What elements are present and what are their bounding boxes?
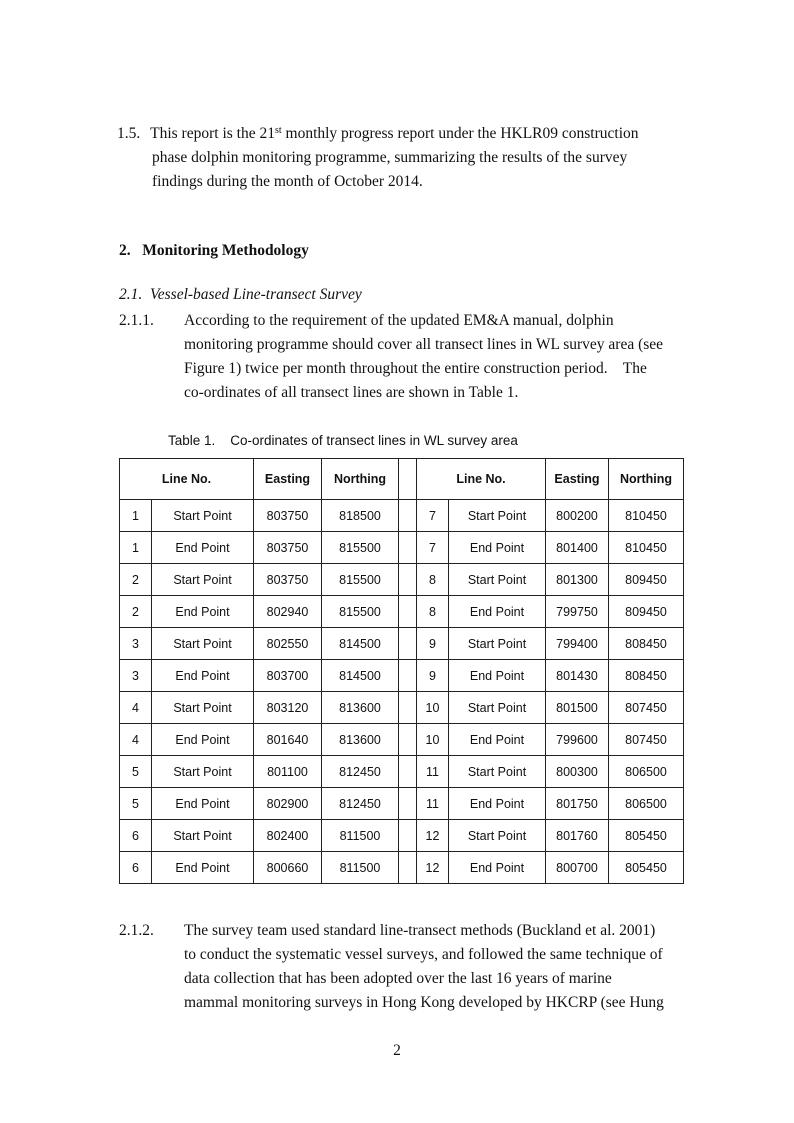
northing-value: 815500 [322, 564, 399, 596]
northing-value: 812450 [322, 788, 399, 820]
table-row [120, 532, 684, 564]
easting-value: 801300 [546, 564, 609, 596]
point-type: Start Point [152, 500, 254, 532]
point-type: Start Point [152, 756, 254, 788]
northing-value: 815500 [322, 596, 399, 628]
line-number: 9 [417, 660, 449, 692]
point-type: End Point [152, 788, 254, 820]
easting-value: 801400 [546, 532, 609, 564]
page-number: 2 [393, 1042, 401, 1059]
superscript: st [274, 125, 282, 136]
spacer-column [399, 660, 417, 692]
line-number: 7 [417, 532, 449, 564]
paragraph-line: Figure 1) twice per month throughout the entire construction period. The [184, 360, 647, 377]
line-number: 5 [120, 788, 152, 820]
easting-value: 802940 [254, 596, 322, 628]
spacer-column [399, 532, 417, 564]
paragraph-line: mammal monitoring surveys in Hong Kong developed by HKCRP (see Hung [184, 994, 664, 1011]
northing-value: 809450 [609, 564, 684, 596]
northing-value: 808450 [609, 660, 684, 692]
paragraph-1-5 [117, 122, 677, 194]
line-number: 4 [120, 692, 152, 724]
point-type: End Point [449, 788, 546, 820]
northing-value: 810450 [609, 532, 684, 564]
line-number: 6 [120, 852, 152, 884]
easting-value: 802900 [254, 788, 322, 820]
table-row [120, 820, 684, 852]
table-body [120, 500, 684, 884]
paragraph-line: monitoring programme should cover all transect lines in WL survey area (see [184, 336, 664, 353]
easting-value: 801430 [546, 660, 609, 692]
easting-value: 801760 [546, 820, 609, 852]
northing-value: 815500 [322, 532, 399, 564]
table-row [120, 628, 684, 660]
northing-value: 809450 [609, 596, 684, 628]
line-number: 2 [120, 596, 152, 628]
easting-value: 803750 [254, 500, 322, 532]
line-number: 1 [120, 500, 152, 532]
spacer-column [399, 788, 417, 820]
point-type: End Point [152, 724, 254, 756]
coordinates-table [119, 458, 684, 884]
header-northing: Northing [609, 459, 684, 500]
spacer-column [399, 564, 417, 596]
point-type: Start Point [449, 564, 546, 596]
easting-value: 801640 [254, 724, 322, 756]
point-type: End Point [449, 852, 546, 884]
paragraph-line: co-ordinates of all transect lines are shown in Table 1. [184, 384, 519, 401]
table-row [120, 756, 684, 788]
point-type: End Point [152, 852, 254, 884]
northing-value: 806500 [609, 788, 684, 820]
point-type: Start Point [449, 628, 546, 660]
section-heading: 2. Monitoring Methodology [119, 242, 309, 259]
line-number: 12 [417, 852, 449, 884]
line-number: 11 [417, 788, 449, 820]
paragraph-text: This report is the 21st monthly progress report under the HKLR09 construction [150, 125, 639, 142]
table-row [120, 660, 684, 692]
easting-value: 799750 [546, 596, 609, 628]
point-type: End Point [152, 596, 254, 628]
line-number: 2 [120, 564, 152, 596]
line-number: 12 [417, 820, 449, 852]
northing-value: 812450 [322, 756, 399, 788]
paragraph-line: to conduct the systematic vessel surveys, and followed the same technique of [184, 946, 663, 963]
easting-value: 803700 [254, 660, 322, 692]
header-easting: Easting [546, 459, 609, 500]
point-type: Start Point [449, 500, 546, 532]
table-row [120, 596, 684, 628]
header-line-no: Line No. [120, 459, 254, 500]
table-row [120, 564, 684, 596]
point-type: Start Point [449, 820, 546, 852]
line-number: 11 [417, 756, 449, 788]
spacer-column [399, 692, 417, 724]
northing-value: 814500 [322, 628, 399, 660]
point-type: End Point [449, 660, 546, 692]
point-type: End Point [449, 724, 546, 756]
paragraph-line: findings during the month of October 2014. [152, 173, 423, 190]
line-number: 8 [417, 564, 449, 596]
line-number: 6 [120, 820, 152, 852]
spacer-column [399, 459, 417, 500]
line-number: 1 [120, 532, 152, 564]
easting-value: 802550 [254, 628, 322, 660]
northing-value: 808450 [609, 628, 684, 660]
northing-value: 811500 [322, 820, 399, 852]
header-northing: Northing [322, 459, 399, 500]
header-easting: Easting [254, 459, 322, 500]
easting-value: 803750 [254, 532, 322, 564]
line-number: 10 [417, 724, 449, 756]
point-type: Start Point [152, 692, 254, 724]
table-row [120, 852, 684, 884]
table-row [120, 692, 684, 724]
northing-value: 807450 [609, 692, 684, 724]
northing-value: 814500 [322, 660, 399, 692]
easting-value: 803120 [254, 692, 322, 724]
paragraph-2-1-2 [119, 919, 689, 1015]
northing-value: 811500 [322, 852, 399, 884]
northing-value: 810450 [609, 500, 684, 532]
spacer-column [399, 596, 417, 628]
table-header-row [120, 459, 684, 500]
table-row [120, 500, 684, 532]
easting-value: 800700 [546, 852, 609, 884]
line-number: 3 [120, 628, 152, 660]
easting-value: 801750 [546, 788, 609, 820]
easting-value: 800200 [546, 500, 609, 532]
line-number: 4 [120, 724, 152, 756]
spacer-column [399, 820, 417, 852]
spacer-column [399, 628, 417, 660]
table-row [120, 788, 684, 820]
line-number: 9 [417, 628, 449, 660]
spacer-column [399, 756, 417, 788]
easting-value: 799600 [546, 724, 609, 756]
easting-value: 800300 [546, 756, 609, 788]
point-type: End Point [152, 532, 254, 564]
table-row [120, 724, 684, 756]
easting-value: 802400 [254, 820, 322, 852]
line-number: 7 [417, 500, 449, 532]
easting-value: 803750 [254, 564, 322, 596]
paragraph-number: 1.5. [117, 125, 141, 142]
spacer-column [399, 500, 417, 532]
northing-value: 807450 [609, 724, 684, 756]
northing-value: 806500 [609, 756, 684, 788]
paragraph-2-1-1 [119, 309, 689, 405]
easting-value: 799400 [546, 628, 609, 660]
paragraph-line: data collection that has been adopted over the last 16 years of marine [184, 970, 612, 987]
easting-value: 801100 [254, 756, 322, 788]
point-type: End Point [449, 596, 546, 628]
point-type: End Point [152, 660, 254, 692]
table-caption: Table 1. Co-ordinates of transect lines in WL survey area [168, 433, 518, 448]
line-number: 5 [120, 756, 152, 788]
spacer-column [399, 852, 417, 884]
paragraph-number: 2.1.2. [119, 922, 154, 939]
point-type: Start Point [449, 756, 546, 788]
paragraph-line: The survey team used standard line-transect methods (Buckland et al. 2001) [184, 922, 656, 939]
easting-value: 801500 [546, 692, 609, 724]
line-number: 10 [417, 692, 449, 724]
point-type: Start Point [449, 692, 546, 724]
paragraph-number: 2.1.1. [119, 312, 154, 329]
spacer-column [399, 724, 417, 756]
point-type: Start Point [152, 628, 254, 660]
northing-value: 818500 [322, 500, 399, 532]
header-line-no: Line No. [417, 459, 546, 500]
point-type: End Point [449, 532, 546, 564]
point-type: Start Point [152, 820, 254, 852]
northing-value: 805450 [609, 852, 684, 884]
paragraph-line: According to the requirement of the updated EM&A manual, dolphin [184, 312, 614, 329]
northing-value: 813600 [322, 724, 399, 756]
easting-value: 800660 [254, 852, 322, 884]
northing-value: 805450 [609, 820, 684, 852]
line-number: 8 [417, 596, 449, 628]
point-type: Start Point [152, 564, 254, 596]
line-number: 3 [120, 660, 152, 692]
paragraph-line: phase dolphin monitoring programme, summarizing the results of the survey [152, 149, 628, 166]
northing-value: 813600 [322, 692, 399, 724]
subsection-heading: 2.1. Vessel-based Line-transect Survey [119, 286, 362, 303]
